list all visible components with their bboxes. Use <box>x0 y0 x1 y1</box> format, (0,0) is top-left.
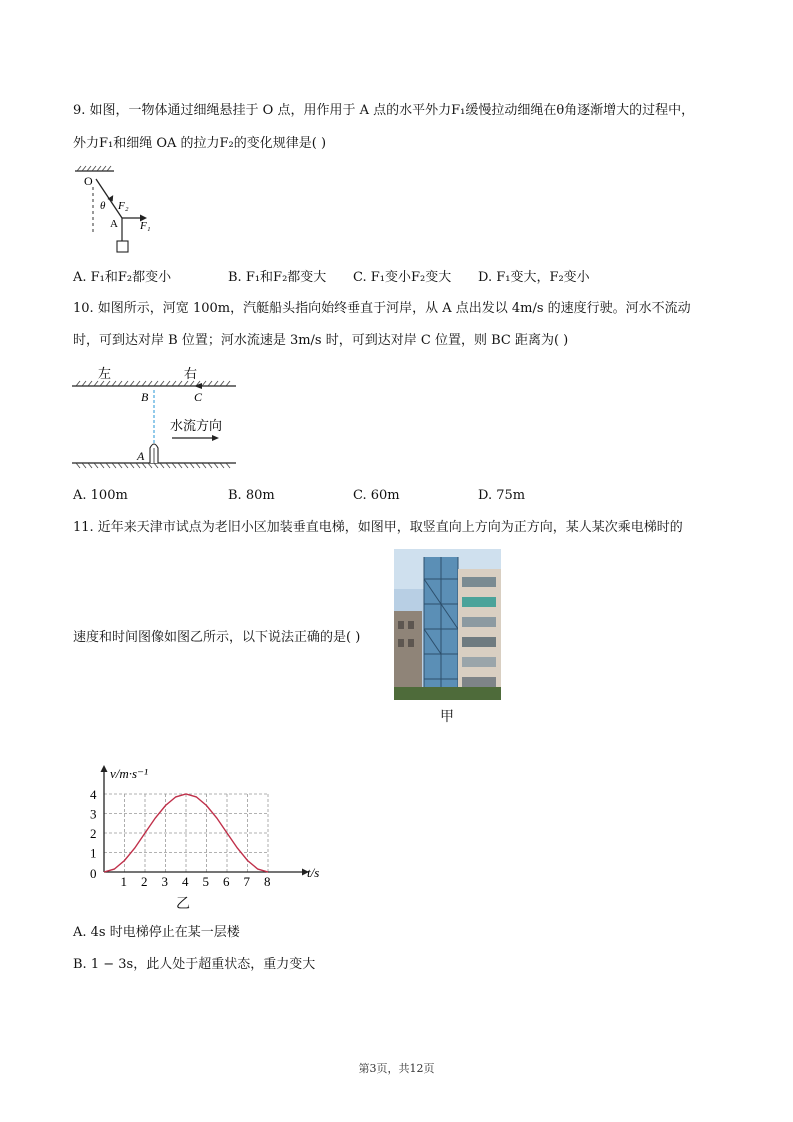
q9-label-F2: F₂ <box>118 200 129 212</box>
q10-option-b: B. 80m <box>228 488 275 503</box>
chart-x-axis-label: t/s <box>307 865 320 880</box>
q10-top-bank-hatch <box>76 381 230 386</box>
chart-x-tick-label: 5 <box>202 874 209 889</box>
photo-caption: 甲 <box>440 709 454 725</box>
chart-y-axis-arrow <box>101 765 108 772</box>
q10-stem-line2: 时，可到达对岸 B 位置；河水流速是 3m/s 时，可到达对岸 C 位置，则 BC 距离为( ) <box>73 333 569 348</box>
q10-figure <box>70 362 240 470</box>
chart-x-tick-label: 3 <box>161 874 168 889</box>
vt-chart <box>70 760 330 910</box>
q11-stem-line1: 11. 近年来天津市试点为老旧小区加装垂直电梯，如图甲，取竖直向上方向为正方向，某人某次乘电梯时的 <box>73 520 683 535</box>
q10-label-B: B <box>141 390 149 404</box>
q10-label-right: 右 <box>184 366 198 381</box>
page-footer: 第3页，共12页 <box>358 1062 435 1075</box>
chart-y-axis-label: v/m·s⁻¹ <box>110 766 148 781</box>
q10-label-left: 左 <box>98 366 112 381</box>
q11-option-b: B. 1 − 3s，此人处于超重状态，重力变大 <box>73 957 316 972</box>
chart-x-tick-label: 7 <box>243 874 250 889</box>
q10-option-c: C. 60m <box>353 488 400 503</box>
q9-label-F1: F₁ <box>140 220 151 232</box>
q9-option-c: C. F₁变小F₂变大 <box>353 270 452 285</box>
chart-x-tick-label: 6 <box>223 874 230 889</box>
chart-y-tick-label: 4 <box>90 787 97 802</box>
elevator-photo <box>394 549 501 700</box>
q11-stem-line2: 速度和时间图像如图乙所示，以下说法正确的是( ) <box>73 630 361 645</box>
chart-caption: 乙 <box>176 896 190 912</box>
q9-label-theta: θ <box>100 200 106 212</box>
q10-option-a: A. 100m <box>73 488 128 503</box>
q9-stem-line1: 9. 如图，一物体通过细绳悬挂于 O 点，用作用于 A 点的水平外力F₁缓慢拉动细绳在θ角逐渐增大的过程中， <box>73 103 695 118</box>
q10-label-A: A <box>137 449 145 463</box>
q9-option-a: A. F₁和F₂都变小 <box>73 270 172 285</box>
q9-option-b: B. F₁和F₂都变大 <box>228 270 327 285</box>
chart-x-tick-label: 8 <box>264 874 271 889</box>
chart-y-tick-label: 3 <box>90 806 97 822</box>
q9-label-O: O <box>84 174 93 188</box>
q9-option-d: D. F₁变大，F₂变小 <box>478 270 590 285</box>
chart-y-tick-label: 2 <box>90 826 97 841</box>
q9-label-A: A <box>110 218 118 230</box>
q10-label-flow: 水流方向 <box>170 418 223 433</box>
q9-figure <box>72 163 172 255</box>
q10-label-C: C <box>194 390 203 404</box>
chart-x-tick-label: 4 <box>182 874 189 889</box>
chart-origin-label: 0 <box>90 866 97 881</box>
chart-x-tick-label: 1 <box>120 874 127 889</box>
q11-option-a: A. 4s 时电梯停止在某一层楼 <box>73 925 240 940</box>
q10-option-d: D. 75m <box>478 488 526 503</box>
q10-stem-line1: 10. 如图所示，河宽 100m，汽艇船头指向始终垂直于河岸，从 A 点出发以 4m/s 的速度行驶。河水不流动 <box>73 301 691 316</box>
chart-y-tick-label: 1 <box>90 845 97 861</box>
q9-stem-line2: 外力F₁和细绳 OA 的拉力F₂的变化规律是( ) <box>73 136 327 151</box>
q10-bottom-bank-hatch <box>76 463 230 468</box>
chart-x-tick-label: 2 <box>141 874 148 889</box>
